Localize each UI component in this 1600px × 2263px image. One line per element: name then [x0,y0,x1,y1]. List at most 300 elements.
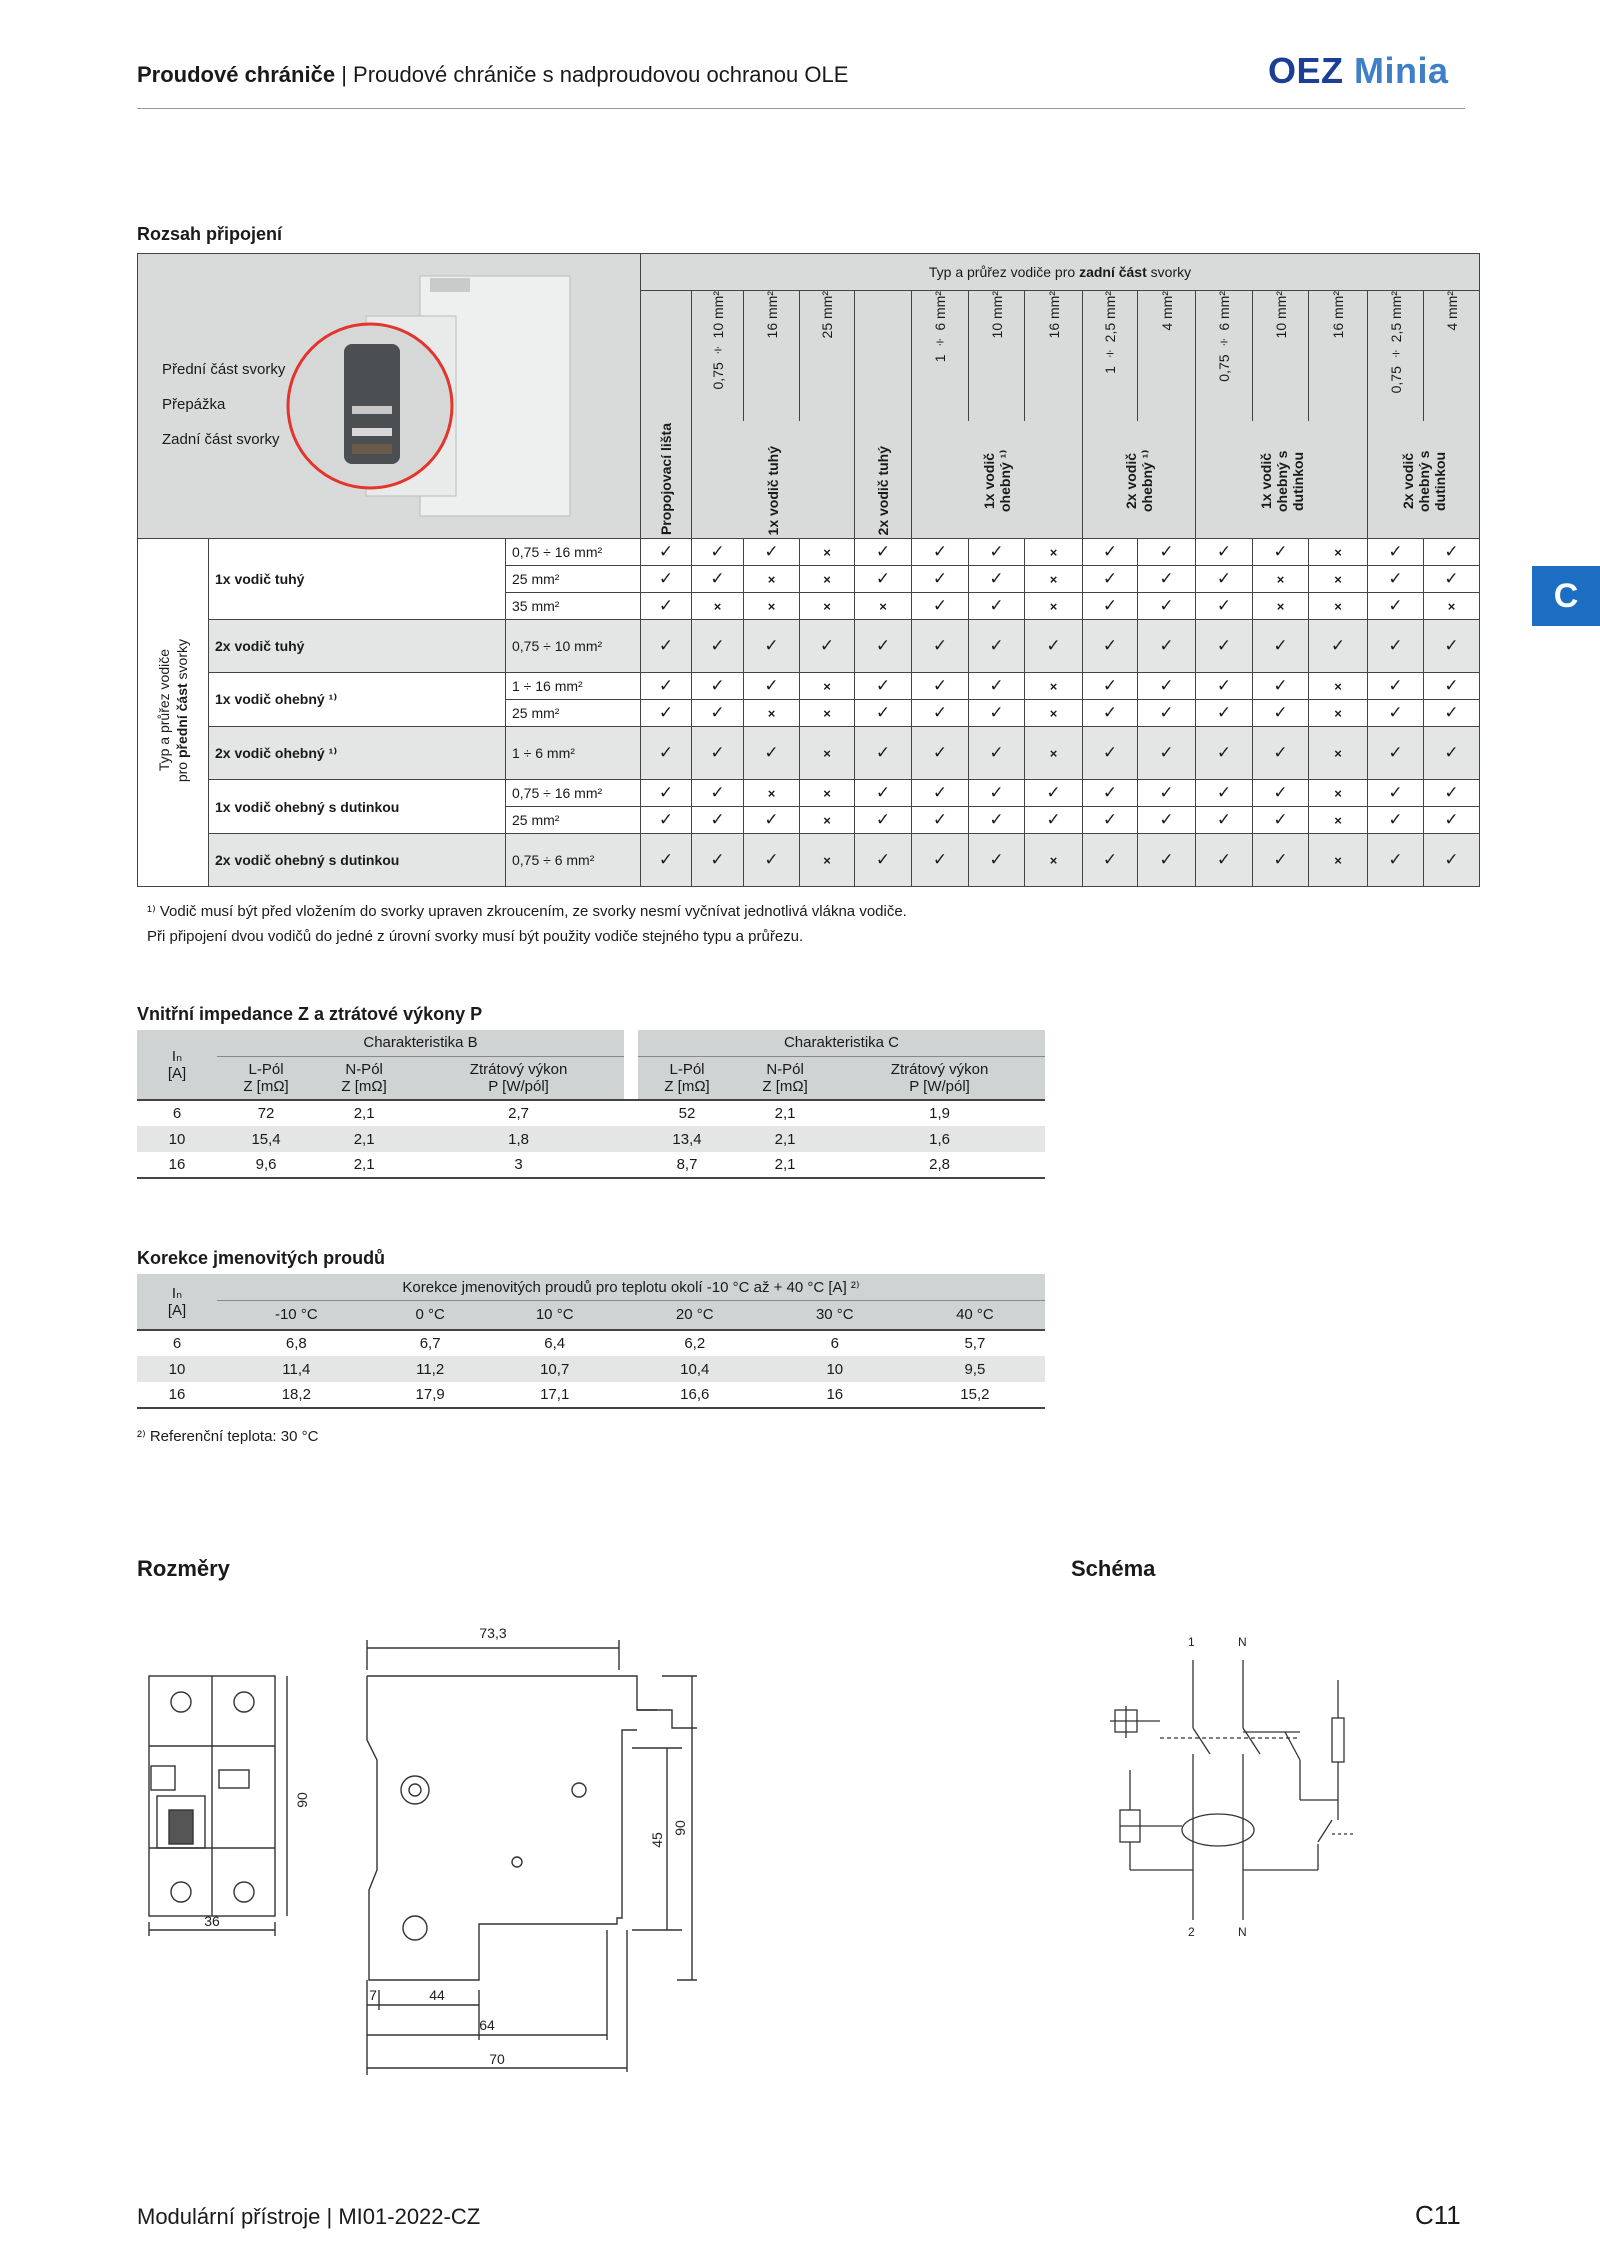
correction-cell: 6,7 [419,1335,441,1352]
check-icon: ✓ [641,620,692,673]
check-icon: ✓ [912,673,969,700]
check-icon: ✓ [912,727,969,780]
check-icon: ✓ [912,780,969,807]
cross-icon: × [1309,566,1368,593]
correction-cell: 11,2 [376,1356,485,1382]
check-icon: ✓ [641,807,692,834]
cross-icon: × [1309,807,1368,834]
check-icon: ✓ [692,700,744,727]
dim-45: 45 [649,1832,665,1848]
check-icon: ✓ [1253,834,1309,887]
col-header-0-0: Propojovací lišta [641,291,692,539]
check-icon: ✓ [692,727,744,780]
correction-cell: 18,2 [281,1386,311,1403]
check-icon: ✓ [1083,807,1138,834]
cross-icon: × [1424,593,1480,620]
cross-icon: × [744,566,800,593]
row-size: 1 ÷ 6 mm² [506,727,641,780]
check-icon: ✓ [855,834,912,887]
check-icon: ✓ [1368,807,1424,834]
check-icon: ✓ [969,593,1025,620]
check-icon: ✓ [1083,566,1138,593]
impedance-col-header: N-Pól Z [mΩ] [762,1060,808,1095]
check-icon: ✓ [912,566,969,593]
check-icon: ✓ [641,834,692,887]
check-icon: ✓ [1368,566,1424,593]
check-icon: ✓ [969,807,1025,834]
photo-label-3: Zadní část svorky [162,431,280,448]
check-icon: ✓ [1196,620,1253,673]
cross-icon: × [800,566,855,593]
check-icon: ✓ [744,673,800,700]
check-icon: ✓ [1083,593,1138,620]
correction-temp-header: 20 °C [675,1306,714,1324]
correction-temp-header: 10 °C [535,1306,574,1324]
check-icon: ✓ [744,807,800,834]
cross-icon: × [800,700,855,727]
correction-cell: 15,2 [960,1386,990,1403]
impedance-cell: 13,4 [638,1126,736,1152]
check-icon: ✓ [692,834,744,887]
section-tab: C [1532,566,1600,626]
check-icon: ✓ [855,700,912,727]
cross-icon: × [1253,593,1309,620]
cross-icon: × [800,834,855,887]
col-header-6-0: 0,75 ÷ 2,5 mm² [1368,291,1424,422]
correction-cell: 10,4 [625,1356,765,1382]
correction-span-header: Korekce jmenovitých proudů pro teplotu okolí -10 °C až + 40 °C [A] ²⁾ [217,1274,1045,1300]
dim-64: 64 [479,2017,495,2033]
cross-icon: × [1309,780,1368,807]
row-group-name: 2x vodič tuhý [209,620,506,673]
check-icon: ✓ [1138,807,1196,834]
check-icon: ✓ [1424,673,1480,700]
check-icon: ✓ [1309,620,1368,673]
correction-cell: 16,6 [680,1386,710,1403]
cross-icon: × [800,727,855,780]
cross-icon: × [1309,727,1368,780]
check-icon: ✓ [1424,727,1480,780]
row-size: 25 mm² [506,700,641,727]
check-icon: ✓ [692,807,744,834]
correction-cell: 6,8 [285,1335,307,1352]
check-icon: ✓ [1083,620,1138,673]
check-icon: ✓ [1253,673,1309,700]
correction-cell: 16 [826,1386,844,1403]
schema-term-1: 1 [1188,1635,1195,1649]
cross-icon: × [1309,539,1368,566]
row-size: 35 mm² [506,593,641,620]
dim-front-90: 90 [294,1792,310,1808]
cross-icon: × [1025,593,1083,620]
cross-icon: × [1309,700,1368,727]
check-icon: ✓ [1424,807,1480,834]
impedance-cell: 72 [257,1105,275,1122]
col-header-2-0: 2x vodič tuhý [855,291,912,539]
check-icon: ✓ [1138,727,1196,780]
check-icon: ✓ [1424,700,1480,727]
col-group-6: 2x vodič ohebný s dutinkou [1368,421,1480,539]
correction-cell: 5,7 [964,1335,986,1352]
rear-terminal-header: Typ a průřez vodiče pro zadní část svorky [641,254,1480,291]
col-group-3: 1x vodič ohebný ¹⁾ [912,421,1083,539]
correction-cell: 6,4 [544,1335,566,1352]
dim-44: 44 [429,1987,445,2003]
header-subtitle: Proudové chrániče s nadproudovou ochranou OLE [353,62,849,87]
check-icon: ✓ [855,566,912,593]
char-b-header: Charakteristika B [217,1030,624,1056]
impedance-cell: 2,1 [315,1126,413,1152]
check-icon: ✓ [969,539,1025,566]
impedance-in-header [137,1030,217,1100]
check-icon: ✓ [1138,566,1196,593]
correction-cell: 10,7 [485,1356,625,1382]
check-icon: ✓ [1138,700,1196,727]
cross-icon: × [744,593,800,620]
impedance-cell: 2,1 [736,1126,834,1152]
correction-cell: 11,4 [217,1356,376,1382]
check-icon: ✓ [1253,620,1309,673]
check-icon: ✓ [1253,780,1309,807]
col-header-5-1: 10 mm² [1253,291,1309,422]
spacer [624,1152,638,1178]
check-icon: ✓ [969,566,1025,593]
cross-icon: × [1025,834,1083,887]
check-icon: ✓ [1253,807,1309,834]
check-icon: ✓ [969,780,1025,807]
correction-temp-header: 40 °C [956,1306,994,1324]
check-icon: ✓ [1083,727,1138,780]
dim-73-3: 73,3 [479,1625,507,1641]
impedance-cell: 2,1 [774,1156,796,1173]
correction-row [137,1330,1045,1356]
page-header [137,62,848,88]
impedance-cell: 52 [678,1105,696,1122]
col-header-1-1: 16 mm² [744,291,800,422]
terminal-photo-cell [138,254,641,539]
col-header-3-0: 1 ÷ 6 mm² [912,291,969,422]
in-label: Iₙ [171,1048,183,1065]
check-icon: ✓ [1138,620,1196,673]
check-icon: ✓ [1196,834,1253,887]
check-icon: ✓ [1368,727,1424,780]
check-icon: ✓ [1083,834,1138,887]
correction-cell: 6 [830,1335,839,1352]
schema-term-2: 2 [1188,1925,1195,1939]
impedance-cell: 3 [514,1156,523,1173]
oez-minia-logo: OEZ Minia [1268,50,1449,91]
row-group-name: 2x vodič ohebný ¹⁾ [209,727,506,780]
cross-icon: × [1253,566,1309,593]
check-icon: ✓ [800,620,855,673]
check-icon: ✓ [1424,834,1480,887]
dim-70: 70 [489,2051,505,2067]
check-icon: ✓ [1368,539,1424,566]
footer-left: Modulární přístroje | MI01-2022-CZ [137,2204,481,2229]
check-icon: ✓ [641,539,692,566]
check-icon: ✓ [1083,700,1138,727]
check-icon: ✓ [1368,834,1424,887]
check-icon: ✓ [1424,620,1480,673]
correction-in-header [137,1274,217,1330]
check-icon: ✓ [692,673,744,700]
check-icon: ✓ [692,780,744,807]
in-unit: [A] [167,1065,187,1082]
check-icon: ✓ [692,539,744,566]
check-icon: ✓ [1196,673,1253,700]
check-icon: ✓ [692,566,744,593]
page-number: C11 [1415,2200,1461,2230]
row-group-name: 1x vodič ohebný ¹⁾ [209,673,506,727]
check-icon: ✓ [1368,673,1424,700]
check-icon: ✓ [969,700,1025,727]
impedance-row [137,1152,1045,1178]
check-icon: ✓ [969,727,1025,780]
correction-cell: 17,9 [415,1386,445,1403]
connection-range-title: Rozsah připojení [137,224,283,244]
cross-icon: × [800,807,855,834]
row-group-name: 1x vodič ohebný s dutinkou [209,780,506,834]
cross-icon: × [1025,673,1083,700]
row-size: 25 mm² [506,807,641,834]
col-header-6-1: 4 mm² [1424,291,1480,422]
check-icon: ✓ [1196,700,1253,727]
impedance-title: Vnitřní impedance Z a ztrátové výkony P [137,1004,483,1024]
row-group-name: 2x vodič ohebný s dutinkou [209,834,506,887]
impedance-col-header: L-Pól Z [mΩ] [243,1060,289,1095]
check-icon: ✓ [1424,780,1480,807]
impedance-cell: 2,7 [508,1105,529,1122]
col-header-5-0: 0,75 ÷ 6 mm² [1196,291,1253,422]
col-header-4-0: 1 ÷ 2,5 mm² [1083,291,1138,422]
in-label: Iₙ [171,1285,183,1302]
correction-row [137,1356,1045,1382]
check-icon: ✓ [1196,566,1253,593]
correction-table [137,1274,1045,1409]
row-size: 0,75 ÷ 6 mm² [506,834,641,887]
check-icon: ✓ [1083,780,1138,807]
check-icon: ✓ [855,807,912,834]
check-icon: ✓ [912,620,969,673]
correction-table-wrap [137,1274,1045,1409]
cross-icon: × [744,700,800,727]
check-icon: ✓ [1196,593,1253,620]
col-header-4-1: 4 mm² [1138,291,1196,422]
check-icon: ✓ [744,620,800,673]
col-group-4: 2x vodič ohebný ¹⁾ [1083,421,1196,539]
check-icon: ✓ [1368,780,1424,807]
row-size: 0,75 ÷ 16 mm² [506,780,641,807]
col-header-3-1: 10 mm² [969,291,1025,422]
connection-footnote-1: ¹⁾ Vodič musí být před vložením do svorky upraven zkroucením, ze svorky nesmí vyčnívat jednotlivá vlákna vodiče. [147,903,907,920]
connection-table-wrap [137,253,1480,887]
impedance-col-header: Ztrátový výkon P [W/pól] [890,1060,989,1095]
check-icon: ✓ [969,620,1025,673]
cross-icon: × [1309,834,1368,887]
schema-term-N-bottom: N [1238,1925,1247,1939]
impedance-cell: 6 [172,1105,182,1122]
check-icon: ✓ [744,727,800,780]
correction-cell: 10 [765,1356,905,1382]
impedance-cell: 9,6 [255,1156,277,1173]
check-icon: ✓ [744,539,800,566]
dim-36: 36 [204,1913,220,1929]
check-icon: ✓ [1424,539,1480,566]
schema-term-N-top: N [1238,1635,1247,1649]
char-c-header: Charakteristika C [638,1030,1045,1056]
check-icon: ✓ [855,780,912,807]
impedance-col-header: L-Pól Z [mΩ] [664,1060,710,1095]
in-unit: [A] [167,1302,187,1319]
check-icon: ✓ [1196,807,1253,834]
check-icon: ✓ [641,700,692,727]
spacer [624,1100,638,1126]
check-icon: ✓ [912,539,969,566]
check-icon: ✓ [692,620,744,673]
cross-icon: × [855,593,912,620]
correction-temp-header: 0 °C [415,1306,445,1324]
check-icon: ✓ [1368,700,1424,727]
check-icon: ✓ [855,620,912,673]
correction-row [137,1382,1045,1408]
check-icon: ✓ [641,780,692,807]
cross-icon: × [800,673,855,700]
correction-cell: 9,5 [905,1356,1045,1382]
correction-cell: 6 [172,1335,182,1352]
check-icon: ✓ [969,673,1025,700]
impedance-cell: 15,4 [217,1126,315,1152]
dimensions-drawing [137,1600,697,2105]
schema-title: Schéma [1071,1556,1156,1581]
impedance-cell: 16 [168,1156,186,1173]
impedance-col-header: Ztrátový výkon P [W/pól] [469,1060,568,1095]
check-icon: ✓ [1138,780,1196,807]
check-icon: ✓ [912,807,969,834]
header-divider [137,108,1465,109]
cross-icon: × [800,593,855,620]
impedance-cell: 2,1 [353,1156,375,1173]
check-icon: ✓ [1196,780,1253,807]
correction-cell: 6,2 [684,1335,706,1352]
correction-cell: 17,1 [540,1386,570,1403]
check-icon: ✓ [1368,620,1424,673]
col-group-5: 1x vodič ohebný s dutinkou [1196,421,1368,539]
check-icon: ✓ [1253,700,1309,727]
check-icon: ✓ [641,566,692,593]
impedance-row [137,1126,1045,1152]
impedance-row [137,1100,1045,1126]
spacer [624,1056,638,1100]
row-group-name: 1x vodič tuhý [209,539,506,620]
cross-icon: × [1025,539,1083,566]
check-icon: ✓ [855,539,912,566]
col-header-3-2: 16 mm² [1025,291,1083,422]
impedance-cell: 10 [137,1126,217,1152]
check-icon: ✓ [744,834,800,887]
cross-icon: × [800,539,855,566]
front-terminal-axis: Typ a průřez vodiče pro přední část svorky [138,539,209,887]
impedance-col-header: N-Pól Z [mΩ] [341,1060,387,1095]
check-icon: ✓ [1083,673,1138,700]
check-icon: ✓ [1083,539,1138,566]
impedance-table [137,1030,1045,1179]
check-icon: ✓ [1196,727,1253,780]
cross-icon: × [744,780,800,807]
row-size: 1 ÷ 16 mm² [506,673,641,700]
connection-table [137,253,1480,887]
cross-icon: × [1025,727,1083,780]
cross-icon: × [692,593,744,620]
correction-temp-header: -10 °C [274,1306,318,1324]
check-icon: ✓ [641,593,692,620]
correction-cell: 16 [168,1386,186,1403]
check-icon: ✓ [1253,727,1309,780]
check-icon: ✓ [1138,834,1196,887]
check-icon: ✓ [912,834,969,887]
impedance-table-wrap [137,1030,1045,1179]
cross-icon: × [1309,593,1368,620]
impedance-cell: 1,6 [834,1126,1045,1152]
col-header-1-0: 0,75 ÷ 10 mm² [692,291,744,422]
check-icon: ✓ [1138,593,1196,620]
check-icon: ✓ [855,727,912,780]
check-icon: ✓ [1138,539,1196,566]
check-icon: ✓ [641,673,692,700]
check-icon: ✓ [1138,673,1196,700]
check-icon: ✓ [641,727,692,780]
row-size: 0,75 ÷ 10 mm² [506,620,641,673]
col-header-5-2: 16 mm² [1309,291,1368,422]
spacer [624,1126,638,1152]
col-header-1-2: 25 mm² [800,291,855,422]
check-icon: ✓ [1368,593,1424,620]
header-separator: | [341,62,347,87]
check-icon: ✓ [1424,566,1480,593]
schema-svg [1100,1630,1400,1960]
correction-title: Korekce jmenovitých proudů [137,1248,386,1268]
connection-footnote-2: Při připojení dvou vodičů do jedné z úrovní svorky musí být použity vodiče stejného typu a průřezu. [147,928,804,945]
photo-label-1: Přední část svorky [162,361,286,378]
cross-icon: × [1309,673,1368,700]
check-icon: ✓ [969,834,1025,887]
dim-7: 7 [369,1987,377,2003]
check-icon: ✓ [1025,620,1083,673]
row-size: 0,75 ÷ 16 mm² [506,539,641,566]
check-icon: ✓ [912,700,969,727]
schema-drawing [1100,1630,1400,1965]
check-icon: ✓ [1025,780,1083,807]
header-category: Proudové chrániče [137,62,336,87]
cross-icon: × [1025,700,1083,727]
check-icon: ✓ [1025,807,1083,834]
correction-temp-header: 30 °C [815,1306,854,1324]
impedance-cell: 1,8 [413,1126,624,1152]
correction-cell: 10 [137,1356,217,1382]
dimensions-svg [137,1600,697,2100]
check-icon: ✓ [1253,539,1309,566]
dim-side-90: 90 [672,1820,688,1836]
check-icon: ✓ [1196,539,1253,566]
col-group-1: 1x vodič tuhý [692,421,855,539]
dimensions-title: Rozměry [137,1556,230,1581]
photo-label-2: Přepážka [162,396,226,413]
impedance-cell: 8,7 [676,1156,698,1173]
check-icon: ✓ [855,673,912,700]
spacer [624,1030,638,1056]
impedance-cell: 1,9 [929,1105,950,1122]
correction-footnote: ²⁾ Referenční teplota: 30 °C [137,1428,319,1445]
cross-icon: × [800,780,855,807]
